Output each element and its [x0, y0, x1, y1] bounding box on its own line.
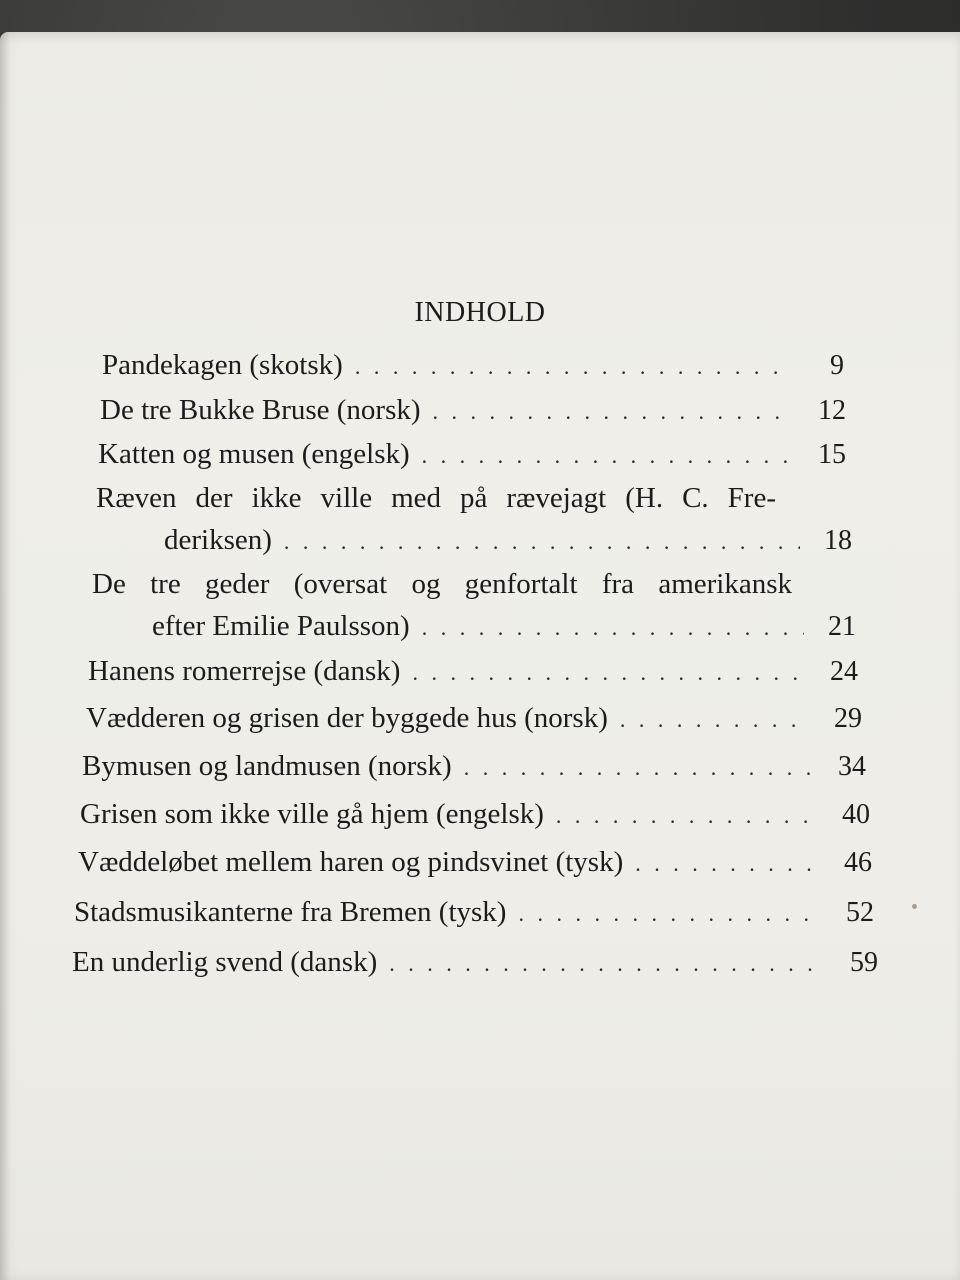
toc-entry-page: 34	[838, 751, 866, 782]
paper-speck	[912, 904, 917, 909]
toc-entry	[88, 655, 858, 688]
dot-leader	[389, 951, 826, 977]
toc-entry	[82, 750, 866, 783]
toc-entry-page: 18	[824, 525, 852, 556]
toc-entry-page: 24	[830, 656, 858, 687]
dot-leader	[464, 755, 814, 781]
dot-leader	[355, 354, 792, 380]
toc-entry-title: Stadsmusikanterne fra Bremen (tysk)	[74, 896, 507, 928]
toc-entry-continuation	[164, 524, 852, 557]
toc-entry	[100, 394, 846, 427]
dot-leader	[412, 660, 806, 686]
toc-entry-title-continuation: deriksen)	[164, 524, 272, 556]
toc-entry-title: De tre geder (oversat og genfortalt fra amerikansk	[92, 568, 792, 600]
toc-entry-page: 40	[842, 799, 870, 830]
toc-entry	[102, 349, 844, 382]
dot-leader	[556, 803, 818, 829]
toc-entry-page: 59	[850, 947, 878, 978]
toc-entry-page: 29	[834, 703, 862, 734]
toc-entry-page: 15	[818, 439, 846, 470]
toc-entry-title: En underlig svend (dansk)	[72, 946, 378, 978]
dot-leader	[518, 901, 822, 927]
toc-entry-continuation	[152, 610, 856, 643]
toc-entry-page: 21	[828, 611, 856, 642]
toc-entry-title: Hanens romerrejse (dansk)	[88, 655, 401, 687]
toc-entry-title: Pandekagen (skotsk)	[102, 349, 343, 381]
dot-leader	[422, 443, 794, 469]
dot-leader	[433, 399, 794, 425]
toc-entry-title: Bymusen og landmusen (norsk)	[82, 750, 452, 782]
toc-entry	[98, 438, 846, 471]
toc-entry-title: Vædderen og grisen der byggede hus (norsk)	[86, 702, 608, 734]
toc-entry	[92, 568, 792, 601]
dot-leader	[284, 529, 800, 555]
toc-entry-title: Ræven der ikke ville med på rævejagt (H. C. Fre-	[96, 482, 776, 514]
toc-entry	[86, 702, 862, 735]
toc-entry	[80, 798, 870, 831]
toc-entry-title: Katten og musen (engelsk)	[98, 438, 410, 470]
toc-entry-page: 52	[846, 897, 874, 928]
toc-entry-page: 9	[830, 350, 844, 381]
toc-entry-page: 46	[844, 847, 872, 878]
toc-entry-title: Grisen som ikke ville gå hjem (engelsk)	[80, 798, 544, 830]
toc-entry-title-continuation: efter Emilie Paulsson)	[152, 610, 410, 642]
toc-entry-page: 12	[818, 395, 846, 426]
toc-entry	[72, 946, 878, 979]
dot-leader	[635, 851, 820, 877]
toc-entry-title: De tre Bukke Bruse (norsk)	[100, 394, 421, 426]
toc-entry	[96, 482, 776, 515]
dot-leader	[620, 707, 810, 733]
toc-entry	[78, 846, 872, 879]
toc-entry	[74, 896, 874, 929]
toc-entry-title: Væddeløbet mellem haren og pindsvinet (tysk)	[78, 846, 624, 878]
toc-heading: INDHOLD	[414, 297, 546, 328]
dot-leader	[422, 615, 804, 641]
